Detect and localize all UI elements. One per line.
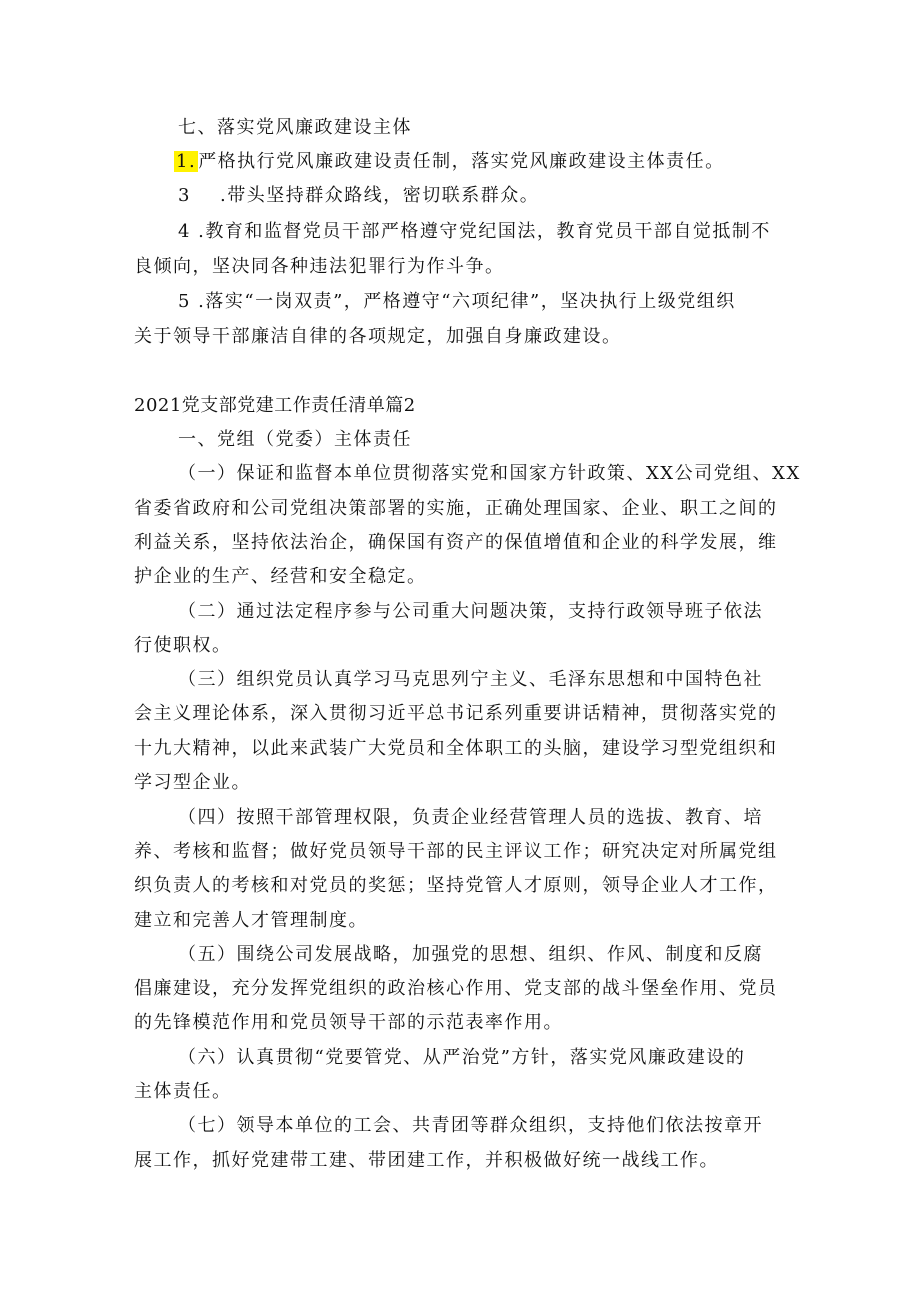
list-item-4-line2: 良倾向，坚决同各种违法犯罪行为作斗争。 xyxy=(134,256,505,277)
paragraph-line: （六）认真贯彻“党要管党、从严治党”方针，落实党风廉政建设的 xyxy=(178,1047,746,1068)
paragraph-line: 养、考核和监督；做好党员领导干部的民主评议工作；研究决定对所属党组 xyxy=(134,841,778,862)
paragraph-line: （一）保证和监督本单位贯彻落实党和国家方针政策、XX公司党组、XX xyxy=(178,463,801,484)
paragraph-line: 的先锋模范作用和党员领导干部的示范表率作用。 xyxy=(134,1012,563,1033)
list-item-3 xyxy=(178,184,539,208)
section-heading: 七、落实党风廉政建设主体 xyxy=(178,117,412,138)
list-item-5-line2: 关于领导干部廉洁自律的各项规定，加强自身廉政建设。 xyxy=(134,326,622,347)
list-item-number: 3 xyxy=(178,185,191,206)
list-item-text: 严格执行党风廉政建设责任制，落实党风廉政建设主体责任。 xyxy=(198,151,725,172)
highlighted-number: 1. xyxy=(176,151,197,172)
paragraph-line: 护企业的生产、经营和安全稳定。 xyxy=(134,566,427,587)
paragraph-line: 利益关系，坚持依法治企，确保国有资产的保值增值和企业的科学发展，维 xyxy=(134,532,778,553)
paragraph-line: （五）围绕公司发展战略，加强党的思想、组织、作风、制度和反腐 xyxy=(178,944,763,965)
paragraph-line: 主体责任。 xyxy=(134,1081,232,1102)
paragraph-line: 会主义理论体系，深入贯彻习近平总书记系列重要讲话精神，贯彻落实党的 xyxy=(134,703,778,724)
paragraph-line: （三）组织党员认真学习马克思列宁主义、毛泽东思想和中国特色社 xyxy=(178,669,763,690)
paragraph-line: （四）按照干部管理权限，负责企业经营管理人员的选拔、教育、培 xyxy=(178,807,763,828)
paragraph-line: 倡廉建设，充分发挥党组织的政治核心作用、党支部的战斗堡垒作用、党员 xyxy=(134,978,778,999)
list-item-1 xyxy=(174,150,725,174)
paragraph-line: 省委省政府和公司党组决策部署的实施，正确处理国家、企业、职工之间的 xyxy=(134,498,778,519)
paragraph-line: 展工作，抓好党建带工建、带团建工作，并积极做好统一战线工作。 xyxy=(134,1150,719,1171)
paragraph-line: 建立和完善人才管理制度。 xyxy=(134,910,368,931)
paragraph-line: （二）通过法定程序参与公司重大问题决策，支持行政领导班子依法 xyxy=(178,601,763,622)
paragraph-line: 行使职权。 xyxy=(134,635,232,656)
paragraph-line: 十九大精神，以此来武装广大党员和全体职工的头脑，建设学习型党组织和 xyxy=(134,738,778,759)
article-subheading: 一、党组（党委）主体责任 xyxy=(178,429,412,450)
paragraph-line: 织负责人的考核和对党员的奖惩；坚持党管人才原则，领导企业人才工作， xyxy=(134,875,778,896)
paragraph-line: 学习型企业。 xyxy=(134,772,251,793)
list-item-5-line1: 5 .落实“一岗双责”，严格遵守“六项纪律”，坚决执行上级党组织 xyxy=(178,291,736,312)
article-title: 2021党支部党建工作责任清单篇2 xyxy=(134,395,416,416)
list-item-text: .带头坚持群众路线，密切联系群众。 xyxy=(220,185,540,206)
list-item-4-line1: 4 .教育和监督党员干部严格遵守党纪国法，教育党员干部自觉抵制不 xyxy=(178,221,771,242)
paragraph-line: （七）领导本单位的工会、共青团等群众组织，支持他们依法按章开 xyxy=(178,1115,763,1136)
